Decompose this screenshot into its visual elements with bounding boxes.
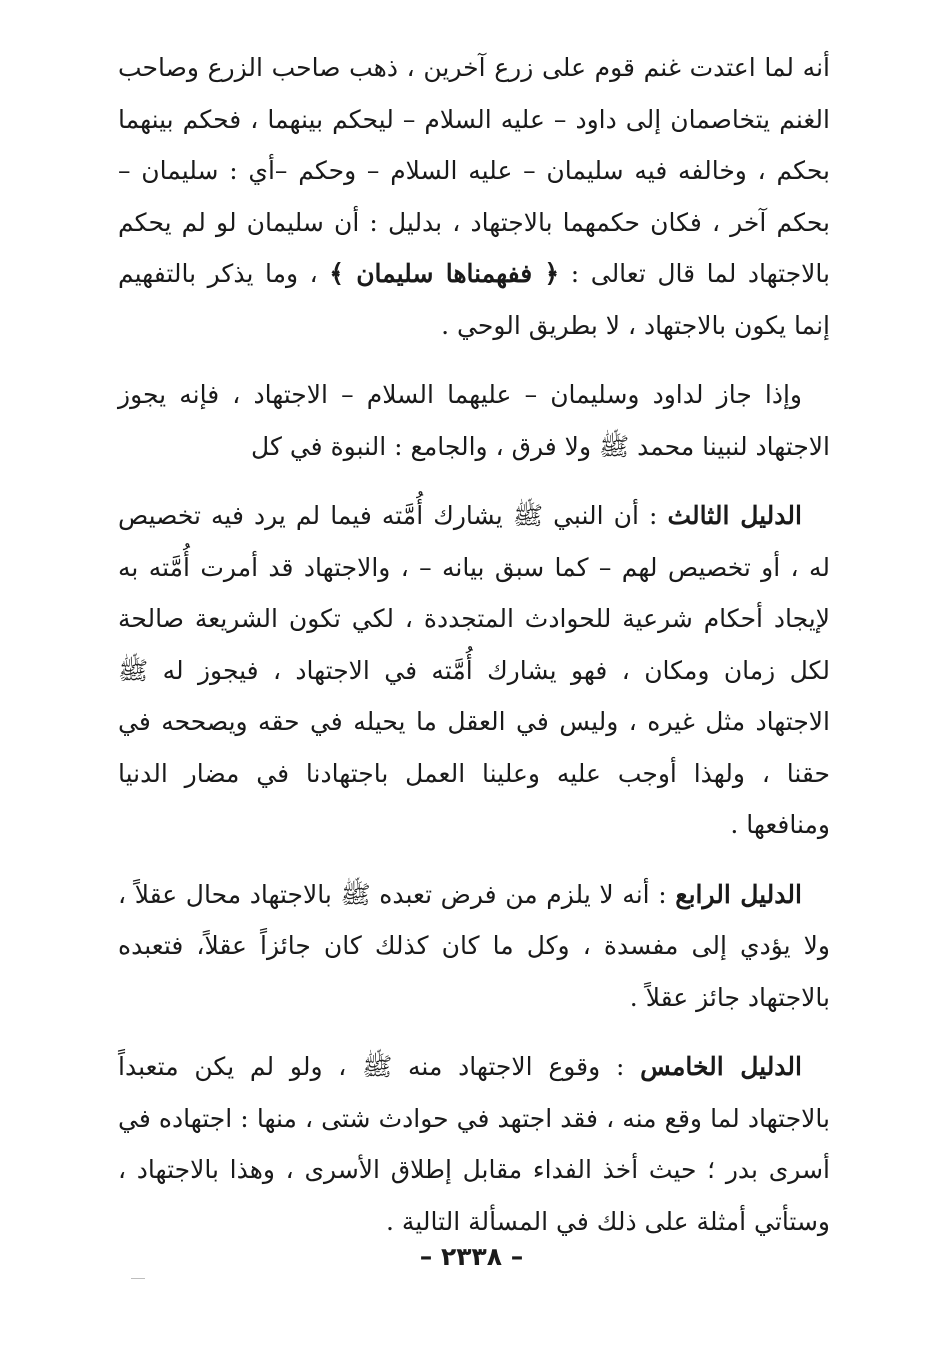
paragraph-text: وإذا جاز لداود وسليمان – عليهما السلام – الاجتهاد ، فإنه يجوز الاجتهاد لنبينا محمد ﷺ ولا فرق ، والجامع : النبوة في كل	[118, 380, 830, 461]
section-heading-third-proof: الدليل الثالث	[667, 501, 802, 530]
section-heading-fourth-proof: الدليل الرابع	[675, 879, 802, 909]
section-heading-fifth-proof: الدليل الخامس	[640, 1052, 802, 1081]
paragraph-text: : أن النبي ﷺ يشارك أُمَّته فيما لم يرد فيه تخصيص له ، أو تخصيص لهم – كما سبق بيانه – ، والاجتهاد قد أمرت أُمَّته به لإيجاد أحكام شرعية للحوادث المتجددة ، لكي تكون الشريعة صالحة لكل زمان ومكان ، فهو يشارك أُمَّته في الاجتهاد ، فيجوز له ﷺ الاجتهاد مثل غيره ، وليس في العقل ما يحيله في حقه ويصححه في حقنا ، ولهذا أوجب عليه وعلينا العمل باجتهادنا في مضار الدنيا ومنافعها .	[118, 501, 830, 839]
paragraph-3	[118, 490, 830, 851]
paragraph-text: أنه لما اعتدت غنم قوم على زرع آخرين ، ذهب صاحب الزرع وصاحب الغنم يتخاصمان إلى داود – عليه السلام – ليحكم بينهما ، فحكم بينهما بحكم ، وخالفه فيه سليمان – عليه السلام – وحكم –أي : سليمان – بحكم آخر ، فكان حكمهما بالاجتهاد ، بدليل : أن سليمان لو لم يحكم بالاجتهاد لما قال تعالى :	[118, 53, 831, 288]
page-number: – ٢٣٣٨ –	[419, 1242, 524, 1271]
scan-mark	[131, 1278, 145, 1279]
paragraph-4	[118, 869, 830, 1024]
paragraph-text: : أنه لا يلزم من فرض تعبده ﷺ بالاجتهاد محال عقلاً ، ولا يؤدي إلى مفسدة ، وكل ما كان كذلك كان جائزاً عقلاً، فتعبده بالاجتهاد جائز عقلاً .	[118, 879, 830, 1012]
paragraph-5	[118, 1041, 830, 1247]
paragraph-text: : وقوع الاجتهاد منه ﷺ ، ولو لم يكن متعبداً بالاجتهاد لما وقع منه ، فقد اجتهد في حوادث شتى ، منها : اجتهاده في أسرى بدر ؛ حيث أخذ الفداء مقابل إطلاق الأسرى ، وهذا بالاجتهاد ، وستأتي أمثلة على ذلك في المسألة التالية .	[118, 1052, 830, 1236]
page-body	[118, 42, 830, 1265]
paragraph-1	[118, 42, 830, 351]
paragraph-text: ، وما يذكر بالتفهيم إنما يكون بالاجتهاد ، لا بطريق الوحي .	[118, 259, 830, 340]
quran-verse: ﴿ ففهمناها سليمان ﴾	[329, 259, 560, 288]
paragraph-2	[118, 369, 830, 472]
